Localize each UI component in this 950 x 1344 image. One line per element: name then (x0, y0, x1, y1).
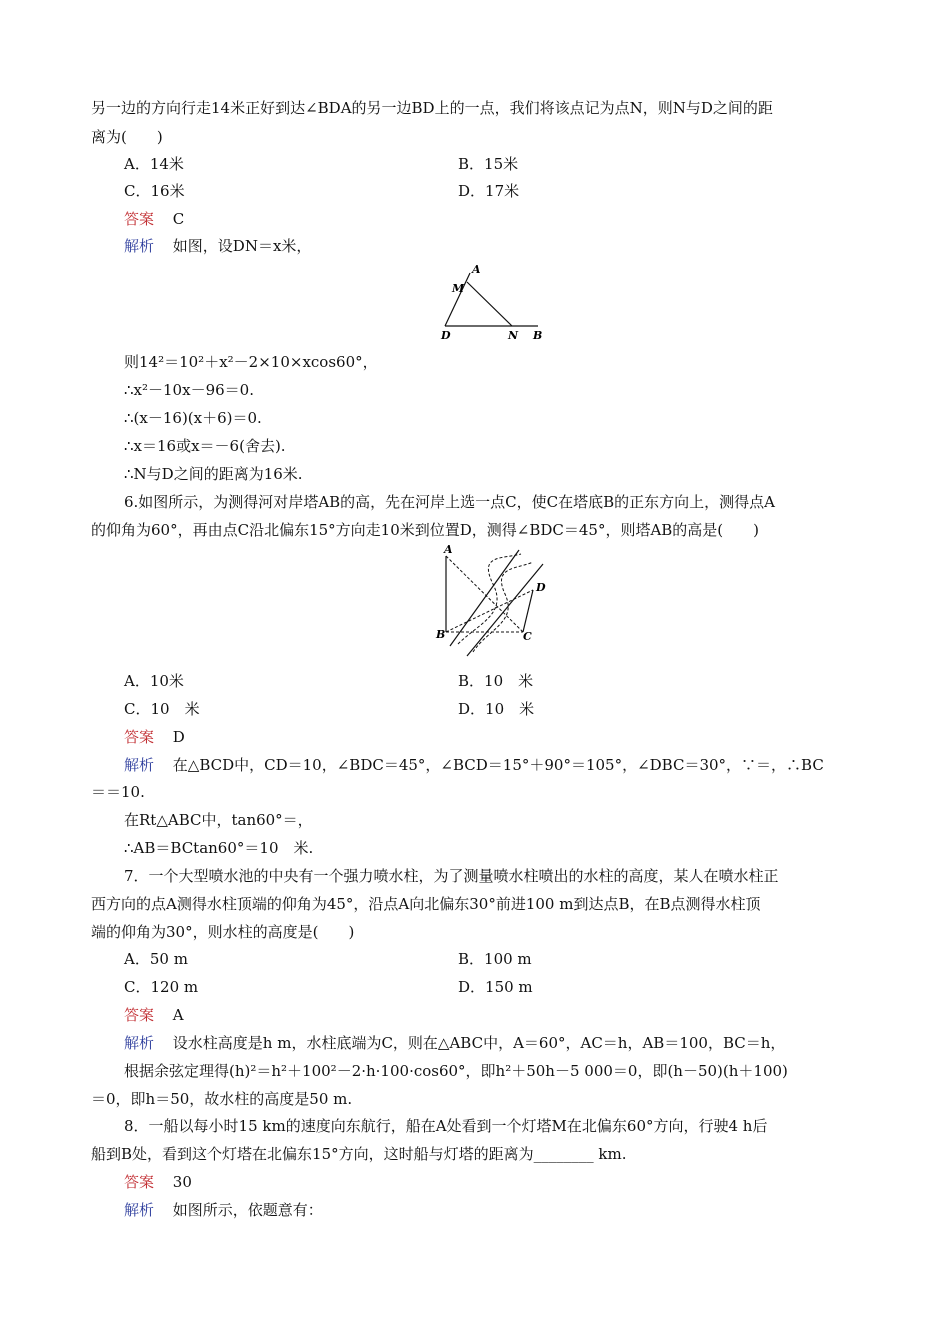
q7-option-b: B．100 m (458, 950, 532, 968)
q6-option-c: C．10 米 (124, 700, 200, 718)
q5-step-4: ∴x＝16或x＝－6(舍去). (124, 437, 286, 455)
analysis-label: 解析 (124, 1201, 155, 1219)
line-ac (446, 556, 523, 632)
q5-step-2: ∴x²－10x－96＝0. (124, 381, 254, 399)
q7-stem-line2: 西方向的点A测得水柱顶端的仰角为45°，沿点A向北偏东30°前进100 m到达点B，在B点测得水柱顶 (91, 895, 761, 913)
line-cd (523, 590, 533, 632)
q7-stem-line3: 端的仰角为30°，则水柱的高度是( ) (91, 923, 355, 941)
q7-answer-row (124, 1005, 184, 1025)
answer-value: A (172, 1006, 184, 1024)
q5-option-b: B．15米 (458, 155, 519, 173)
answer-value: C (172, 210, 185, 228)
label-b: B (533, 329, 543, 342)
q6-analysis-line4: ∴AB＝BCtan60°＝10 米. (124, 839, 314, 857)
q7-analysis-line2: 根据余弦定理得(h)²＝h²＋100²－2·h·100·cos60°，即h²＋50h－5 000＝0，即(h－50)(h＋100) (124, 1062, 788, 1080)
q7-option-a: A．50 m (124, 950, 188, 968)
q5-option-a: A．14米 (124, 155, 184, 173)
label-m: M (452, 282, 465, 295)
label-a: A (444, 544, 453, 556)
q6-figure (433, 544, 553, 660)
answer-label: 答案 (124, 728, 155, 746)
q5-stem-line1: 另一边的方向行走14米正好到达∠BDA的另一边BD上的一点，我们将该点记为点N，则N与D之间的距 (91, 99, 773, 117)
q5-step-1: 则14²＝10²＋x²－2×10×xcos60°， (124, 353, 378, 371)
analysis-intro: 如图，设DN＝x米， (172, 237, 312, 255)
q8-stem-line1: 8．一船以每小时15 km的速度向东航行，船在A处看到一个灯塔M在北偏东60°方向，行驶4 h后 (124, 1117, 768, 1135)
q6-stem-line2: 的仰角为60°，再由点C沿北偏东15°方向走10米到位置D，测得∠BDC＝45°，则塔AB的高是( ) (91, 521, 760, 539)
q5-figure (430, 262, 550, 342)
q5-analysis-row (124, 236, 311, 256)
q5-step-5: ∴N与D之间的距离为16米. (124, 465, 303, 483)
q7-analysis-line3: ＝0，即h＝50，故水柱的高度是50 m. (91, 1090, 353, 1108)
label-n: N (508, 329, 519, 342)
q6-option-d: D．10 米 (458, 700, 535, 718)
label-d: D (536, 581, 546, 594)
answer-value: D (172, 728, 185, 746)
q6-answer-row (124, 727, 185, 747)
q5-answer-row (124, 209, 184, 229)
q7-stem-line1: 7．一个大型喷水池的中央有一个强力喷水柱，为了测量喷水柱喷出的水柱的高度，某人在喷水柱正 (124, 867, 779, 885)
q6-stem-line1: 6.如图所示，为测得河对岸塔AB的高，先在河岸上选一点C，使C在塔底B的正东方向上，测得点A (124, 493, 775, 511)
q5-stem-line2: 离为( ) (91, 128, 163, 146)
q8-answer-row (124, 1172, 192, 1192)
answer-value: 30 (172, 1173, 192, 1191)
q5-option-c: C．16米 (124, 182, 185, 200)
q7-option-c: C．120 m (124, 978, 199, 996)
q6-option-a: A．10米 (124, 672, 184, 690)
analysis-line1: 在△BCD中，CD＝10，∠BDC＝45°，∠BCD＝15°＋90°＝105°，∠DBC＝30°，∵＝，∴BC (172, 756, 824, 774)
q8-stem-line2: 船到B处，看到这个灯塔在北偏东15°方向，这时船与灯塔的距离为________ km. (91, 1145, 627, 1163)
line-bd (446, 590, 533, 632)
q6-analysis-row (124, 755, 824, 775)
q6-analysis-line3: 在Rt△ABC中，tan60°＝， (124, 811, 313, 829)
q8-analysis-row (124, 1200, 323, 1220)
q7-option-d: D．150 m (458, 978, 533, 996)
analysis-line1: 设水柱高度是h m，水柱底端为C，则在△ABC中，A＝60°，AC＝h，AB＝100，BC＝h， (172, 1034, 786, 1052)
label-b: B (436, 628, 446, 641)
line-da (445, 273, 470, 326)
answer-label: 答案 (124, 1006, 155, 1024)
label-c: C (523, 630, 532, 643)
analysis-label: 解析 (124, 756, 155, 774)
label-a: A (472, 263, 481, 276)
answer-label: 答案 (124, 1173, 155, 1191)
q6-option-b: B．10 米 (458, 672, 534, 690)
label-d: D (441, 329, 451, 342)
analysis-intro: 如图所示，依题意有： (172, 1201, 323, 1219)
analysis-label: 解析 (124, 237, 155, 255)
analysis-label: 解析 (124, 1034, 155, 1052)
q5-option-d: D．17米 (458, 182, 520, 200)
q7-analysis-row (124, 1033, 785, 1053)
answer-label: 答案 (124, 210, 155, 228)
line-mn (467, 282, 512, 326)
q6-analysis-line2: ＝＝10. (91, 783, 145, 801)
q5-step-3: ∴(x－16)(x＋6)＝0. (124, 409, 262, 427)
